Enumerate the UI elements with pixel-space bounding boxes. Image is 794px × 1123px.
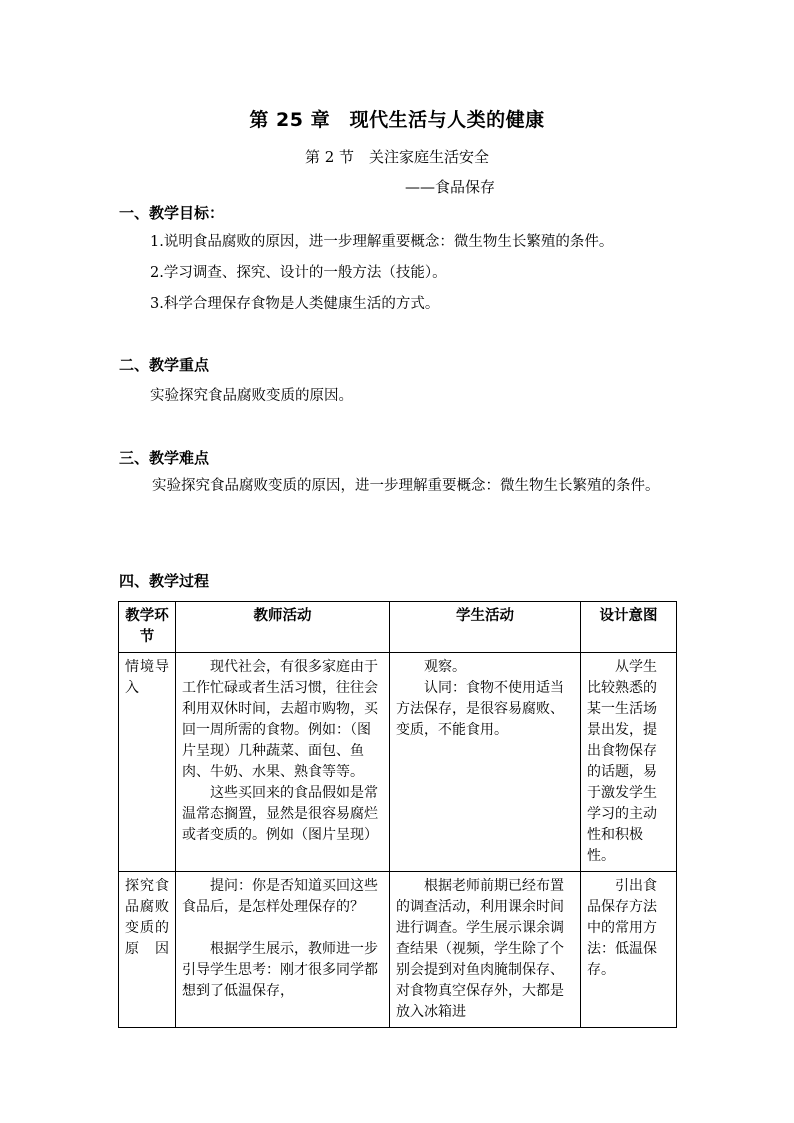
teacher-paragraph: 这些买回来的食品假如是常温常态搁置，显然是很容易腐烂或者变质的。例如（图片呈现） <box>182 785 378 843</box>
teacher-paragraph: 根据学生展示，教师进一步引导学生思考：刚才很多同学都想到了低温保存， <box>182 941 378 999</box>
student-paragraph: 观察。 <box>424 659 466 675</box>
header-intent: 设计意图 <box>581 602 677 653</box>
table-row <box>119 653 677 872</box>
goal-item: 3.科学合理保存食物是人类健康生活的方式。 <box>150 296 440 312</box>
key-points-heading: 二、教学重点 <box>119 356 210 374</box>
teaching-process-table <box>118 601 677 1028</box>
section-title: 第 2 节 关注家庭生活安全 <box>304 148 490 166</box>
table-header-row <box>119 602 677 653</box>
student-paragraph: 认同：食物不使用适当方法保存，是很容易腐败、变质，不能食用。 <box>396 680 564 738</box>
teacher-paragraph: 提问：你是否知道买回这些食品后，是怎样处理保存的？ <box>182 878 378 915</box>
difficulties-text: 实验探究食品腐败变质的原因，进一步理解重要概念：微生物生长繁殖的条件。 <box>152 478 660 494</box>
student-paragraph: 根据老师前期已经布置的调查活动，利用课余时间进行调查。学生展示课余调查结果（视频，学生除了个别会提到对鱼肉腌制保存、对食物真空保存外，大都是放入冰箱进 <box>396 878 564 1020</box>
process-heading: 四、教学过程 <box>119 572 210 590</box>
intent-text: 引出食品保存方法中的常用方法：低温保存。 <box>587 878 657 978</box>
stage-label: 探究食品腐败变质的原因 <box>125 878 169 957</box>
difficulties-heading: 三、教学难点 <box>119 449 210 467</box>
stage-label: 情境导入 <box>125 659 169 696</box>
table-row <box>119 872 677 1028</box>
teacher-cell <box>176 653 390 872</box>
goals-heading: 一、教学目标： <box>119 204 225 222</box>
student-cell <box>390 653 581 872</box>
stage-cell <box>119 872 176 1028</box>
stage-cell <box>119 653 176 872</box>
header-student: 学生活动 <box>390 602 581 653</box>
intent-cell <box>581 653 677 872</box>
goal-item: 2.学习调查、探究、设计的一般方法（技能）。 <box>150 265 447 281</box>
teacher-cell <box>176 872 390 1028</box>
student-cell <box>390 872 581 1028</box>
goal-item: 1.说明食品腐败的原因，进一步理解重要概念：微生物生长繁殖的条件。 <box>150 234 614 250</box>
section-subtitle: ——食品保存 <box>405 178 496 196</box>
header-teacher: 教师活动 <box>176 602 390 653</box>
teacher-paragraph: 现代社会，有很多家庭由于工作忙碌或者生活习惯，往往会利用双休时间，去超市购物，买回一周所需的食物。例如：（图片呈现）几种蔬菜、面包、鱼肉、牛奶、水果、熟食等等。 <box>182 659 378 780</box>
key-points-text: 实验探究食品腐败变质的原因。 <box>150 388 353 404</box>
intent-text: 从学生比较熟悉的某一生活场景出发，提出食物保存的话题，易于激发学生学习的主动性和积极性。 <box>587 659 657 864</box>
chapter-title: 第 25 章 现代生活与人类的健康 <box>249 109 545 131</box>
intent-cell <box>581 872 677 1028</box>
header-stage: 教学环节 <box>119 602 176 653</box>
